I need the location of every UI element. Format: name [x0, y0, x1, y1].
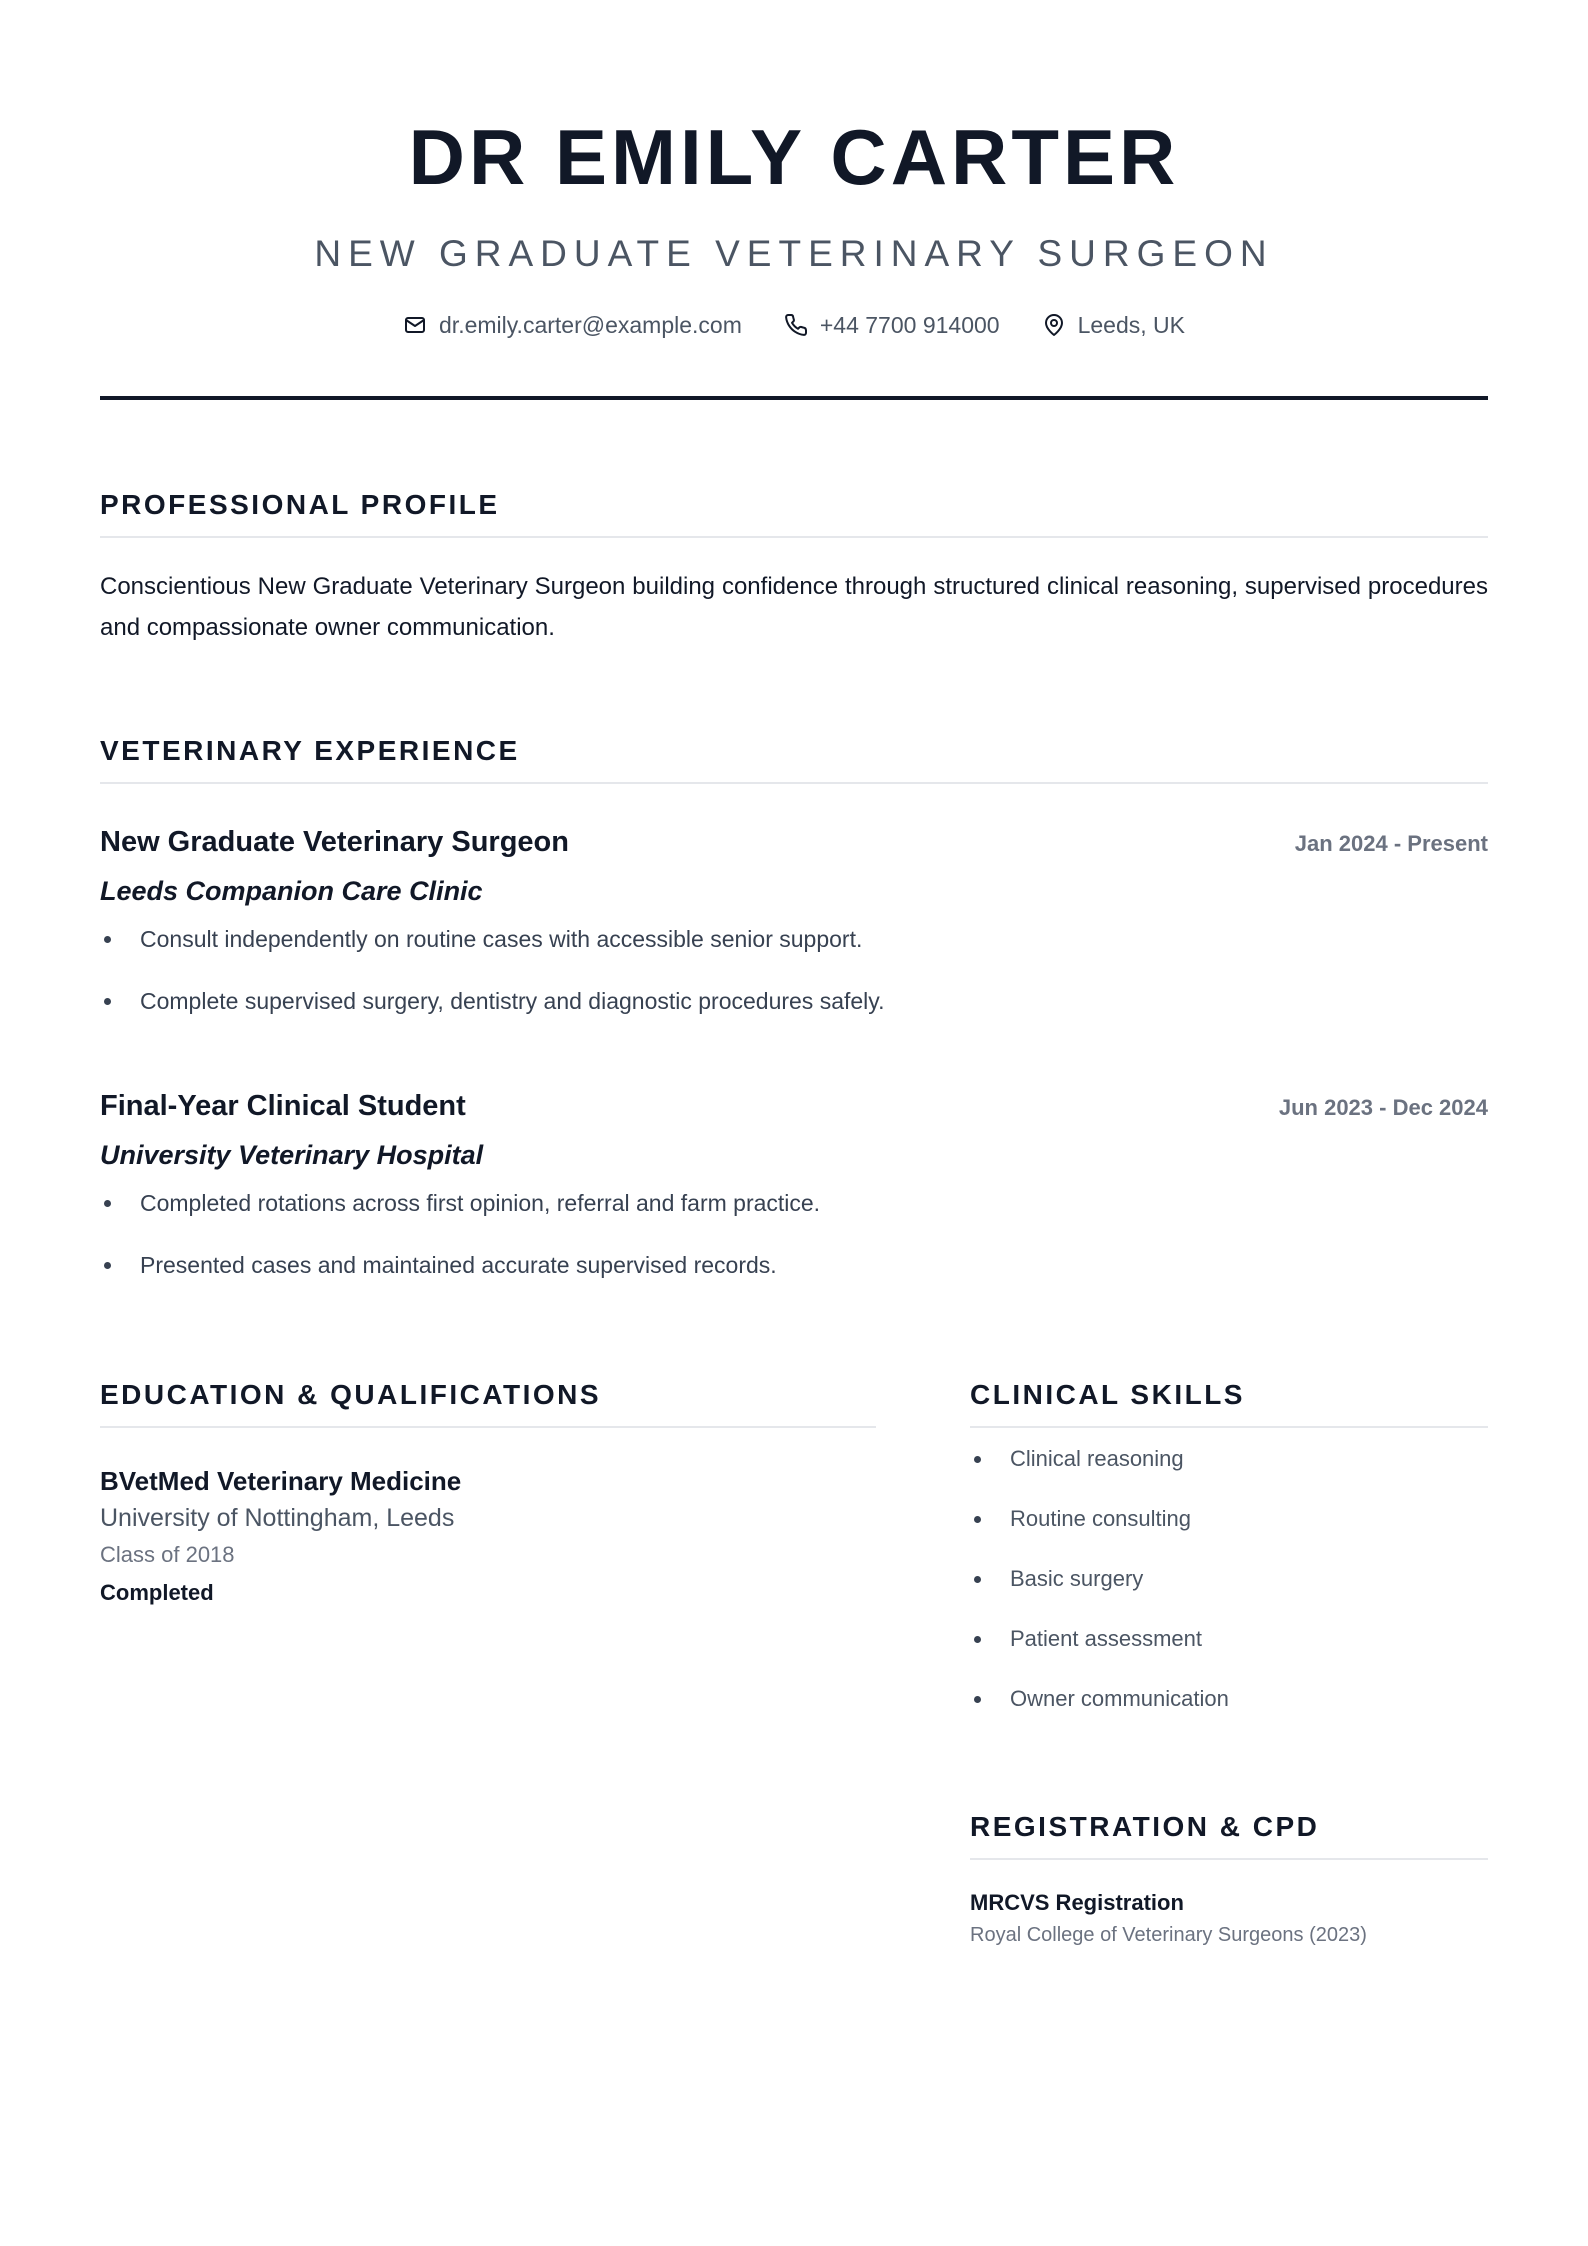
education-year: Class of 2018	[100, 1542, 235, 1567]
registration-body: Royal College of Veterinary Surgeons (2023)	[970, 1924, 1367, 1946]
two-column-area	[100, 1378, 1488, 1948]
skill-item: Patient assessment	[970, 1624, 1488, 1654]
skill-item: Routine consulting	[970, 1504, 1488, 1534]
experience-heading: VETERINARY EXPERIENCE	[100, 734, 1488, 784]
skill-item: Basic surgery	[970, 1564, 1488, 1594]
job-dates: Jun 2023 - Dec 2024	[1278, 1095, 1488, 1120]
profile-text: Conscientious New Graduate Veterinary Surgeon building confidence through structured clinical reasoning, supervised procedures and compassionate owner communication.	[100, 573, 1488, 641]
phone-icon	[784, 313, 808, 337]
job-bullet: Consult independently on routine cases with accessible senior support.	[100, 924, 1488, 954]
job-employer: Leeds Companion Care Clinic	[100, 876, 483, 906]
job-header	[100, 824, 1488, 860]
job-dates: Jan 2024 - Present	[1294, 831, 1488, 856]
registration-section	[970, 1810, 1488, 1948]
candidate-title: NEW GRADUATE VETERINARY SURGEON	[314, 233, 1274, 274]
candidate-name: DR EMILY CARTER	[408, 113, 1180, 201]
job-bullet: Presented cases and maintained accurate supervised records.	[100, 1250, 1488, 1280]
job-bullets	[100, 924, 1488, 1016]
job-bullets	[100, 1188, 1488, 1280]
job-employer: University Veterinary Hospital	[100, 1140, 484, 1170]
skill-item: Clinical reasoning	[970, 1444, 1488, 1474]
skills-heading: CLINICAL SKILLS	[970, 1378, 1488, 1428]
skill-item: Owner communication	[970, 1684, 1488, 1714]
education-school: University of Nottingham, Leeds	[100, 1504, 455, 1532]
education-heading: EDUCATION & QUALIFICATIONS	[100, 1378, 876, 1428]
contact-phone-text: +44 7700 914000	[819, 312, 1000, 338]
job-entry	[100, 1088, 1488, 1280]
experience-section	[100, 734, 1488, 1280]
registration-title: MRCVS Registration	[970, 1890, 1184, 1915]
resume-header	[100, 0, 1488, 400]
header-divider	[100, 396, 1488, 400]
education-section	[100, 1378, 876, 1948]
skills-list	[970, 1444, 1488, 1714]
job-entry	[100, 824, 1488, 1016]
location-pin-icon	[1042, 313, 1066, 337]
contact-bar	[100, 310, 1488, 340]
job-header	[100, 1088, 1488, 1124]
mail-icon	[403, 313, 427, 337]
job-title: Final-Year Clinical Student	[100, 1090, 466, 1122]
profile-section	[100, 488, 1488, 648]
job-bullet: Complete supervised surgery, dentistry and diagnostic procedures safely.	[100, 986, 1488, 1016]
contact-location-text: Leeds, UK	[1077, 312, 1185, 338]
skills-section	[970, 1378, 1488, 1714]
education-status: Completed	[100, 1580, 214, 1605]
education-degree: BVetMed Veterinary Medicine	[100, 1466, 462, 1496]
contact-location	[1042, 310, 1185, 340]
registration-heading: REGISTRATION & CPD	[970, 1810, 1488, 1860]
contact-phone[interactable]	[784, 310, 1000, 340]
right-column	[970, 1378, 1488, 1948]
contact-email[interactable]	[403, 310, 742, 340]
job-bullet: Completed rotations across first opinion, referral and farm practice.	[100, 1188, 1488, 1218]
job-title: New Graduate Veterinary Surgeon	[100, 826, 569, 858]
profile-heading: PROFESSIONAL PROFILE	[100, 488, 1488, 538]
contact-email-text: dr.emily.carter@example.com	[439, 312, 742, 338]
